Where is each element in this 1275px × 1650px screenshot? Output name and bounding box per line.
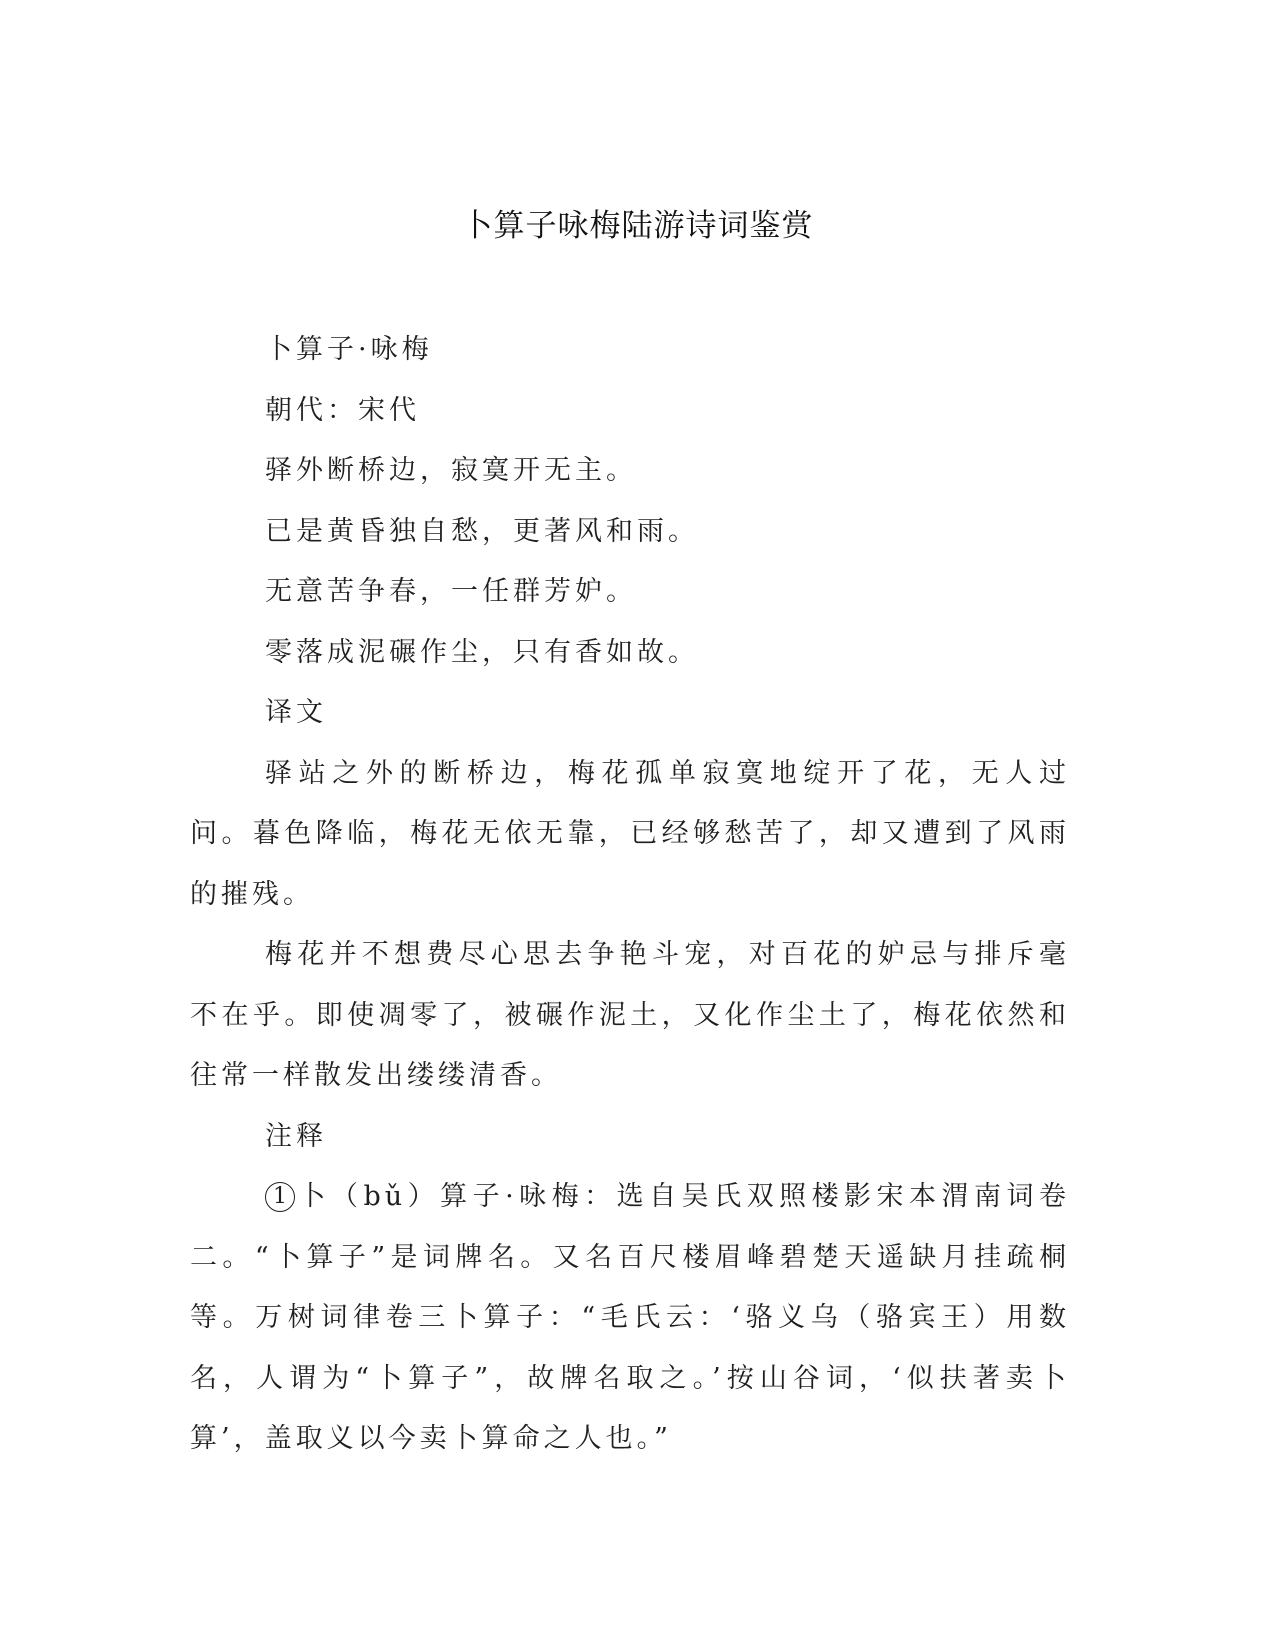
translation-paragraph: 驿站之外的断桥边，梅花孤单寂寞地绽开了花，无人过问。暮色降临，梅花无依无靠，已经够愁苦了，却又遭到了风雨的摧残。	[190, 757, 1070, 910]
note-text: 卜（bǔ）算子·咏梅：选自吴氏双照楼影宋本渭南词卷二。“卜算子”是词牌名。又名百尺楼眉峰碧楚天遥缺月挂疏桐等。万树词律卷三卜算子：“毛氏云：‘骆义乌（骆宾王）用数名，人谓为“卜算子”，故牌名取之。’按山谷词，‘似扶著卖卜算’，盖取义以今卖卜算命之人也。”	[190, 1181, 1070, 1454]
translation-heading: 译文	[265, 697, 327, 728]
poem-line: 已是黄昏独自愁，更著风和雨。	[265, 515, 699, 547]
translation-paragraph: 梅花并不想费尽心思去争艳斗宠，对百花的妒忌与排斥毫不在乎。即使凋零了，被碾作泥土，又化作尘土了，梅花依然和往常一样散发出缕缕清香。	[190, 939, 1070, 1091]
poem-line: 驿外断桥边，寂寞开无主。	[265, 455, 637, 486]
document-title: 卜算子咏梅陆游诗词鉴赏	[461, 208, 814, 244]
poem-title: 卜算子·咏梅	[265, 334, 433, 365]
note-item	[190, 1167, 1070, 1470]
poem-line: 零落成泥碾作尘，只有香如故。	[265, 636, 699, 668]
poem-dynasty: 朝代：宋代	[265, 394, 420, 426]
poem-line: 无意苦争春，一任群芳妒。	[265, 576, 637, 607]
circled-number-marker: 1	[265, 1182, 295, 1212]
document-body	[190, 320, 1070, 1470]
notes-heading: 注释	[265, 1120, 327, 1152]
